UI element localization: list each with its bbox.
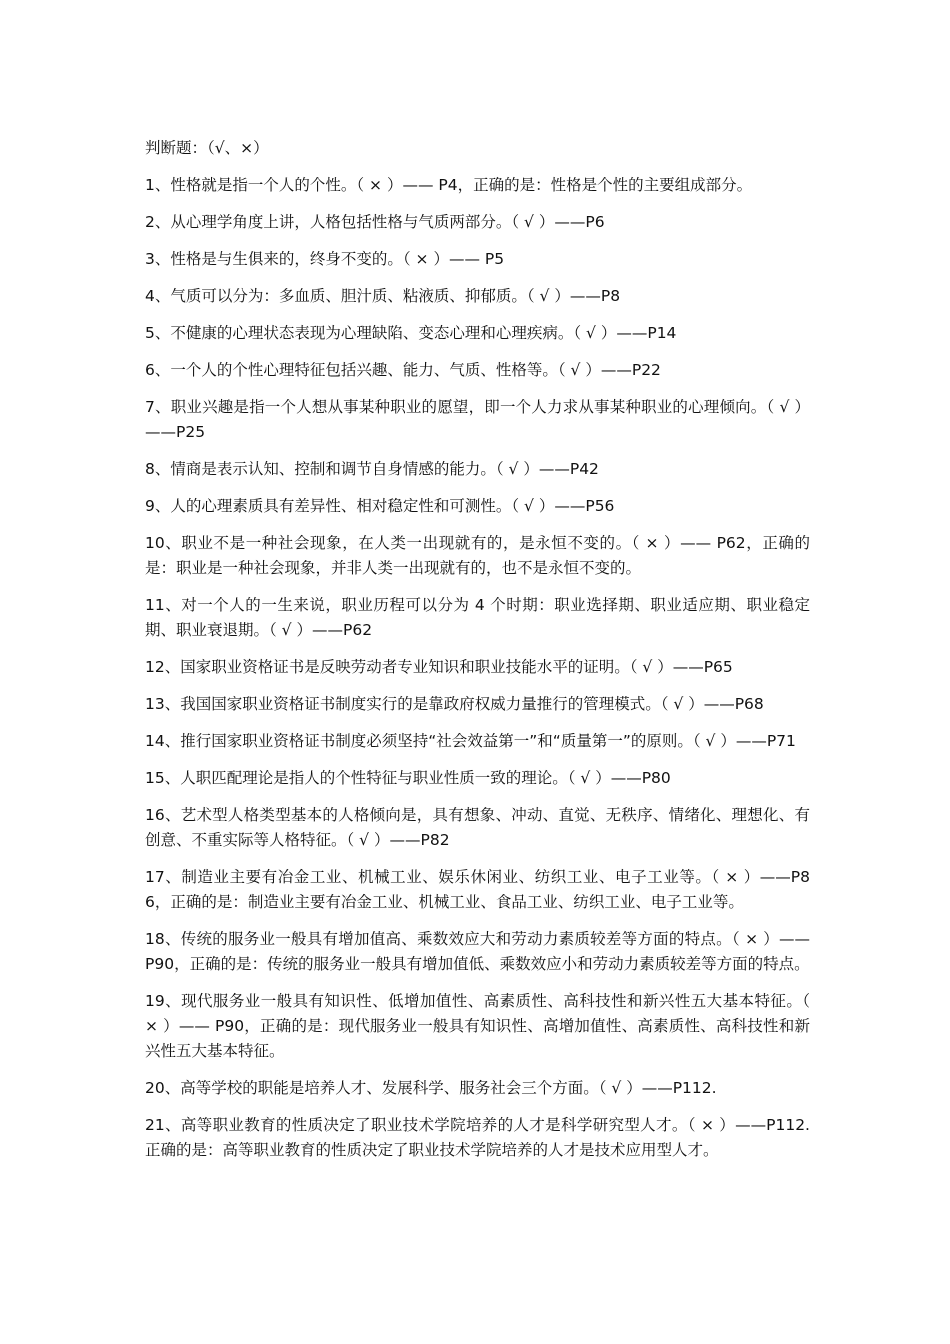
question-item-3: 3、性格是与生俱来的，终身不变的。（ × ）—— P5 [145, 250, 505, 268]
question-item-14: 14、推行国家职业资格证书制度必须坚持“社会效益第一”和“质量第一”的原则。（ √ ）——P71 [145, 732, 796, 750]
question-item-7: 7、职业兴趣是指一个人想从事某种职业的愿望，即一个人力求从事某种职业的心理倾向。（ √ ）——P25 [145, 398, 810, 441]
document-page [145, 136, 810, 1175]
question-item-1: 1、性格就是指一个人的个性。（ × ）—— P4，正确的是：性格是个性的主要组成部分。 [145, 176, 753, 194]
question-item-20: 20、高等学校的职能是培养人才、发展科学、服务社会三个方面。（ √ ）——P112. [145, 1079, 717, 1097]
question-item-4: 4、气质可以分为：多血质、胆汁质、粘液质、抑郁质。（ √ ）——P8 [145, 287, 621, 305]
question-item-15: 15、人职匹配理论是指人的个性特征与职业性质一致的理论。（ √ ）——P80 [145, 769, 671, 787]
question-item-9: 9、人的心理素质具有差异性、相对稳定性和可测性。（ √ ）——P56 [145, 497, 615, 515]
question-item-5: 5、不健康的心理状态表现为心理缺陷、变态心理和心理疾病。（ √ ）——P14 [145, 324, 677, 342]
question-item-19: 19、现代服务业一般具有知识性、低增加值性、高素质性、高科技性和新兴性五大基本特征。（ × ）—— P90，正确的是：现代服务业一般具有知识性、高增加值性、高素质性、高科技性和新兴性五大基本特征。 [145, 992, 810, 1060]
question-item-6: 6、一个人的个性心理特征包括兴趣、能力、气质、性格等。（ √ ）——P22 [145, 361, 661, 379]
question-item-16: 16、艺术型人格类型基本的人格倾向是，具有想象、冲动、直觉、无秩序、情绪化、理想化、有创意、不重实际等人格特征。（ √ ）——P82 [145, 806, 810, 849]
question-item-2: 2、从心理学角度上讲，人格包括性格与气质两部分。（ √ ）——P6 [145, 213, 605, 231]
question-item-11: 11、对一个人的一生来说，职业历程可以分为 4 个时期：职业选择期、职业适应期、职业稳定期、职业衰退期。（ √ ）——P62 [145, 596, 810, 639]
question-item-17: 17、制造业主要有冶金工业、机械工业、娱乐休闲业、纺织工业、电子工业等。（ × ）——P86，正确的是：制造业主要有冶金工业、机械工业、食品工业、纺织工业、电子工业等。 [145, 868, 810, 911]
section-heading: 判断题：（√、×） [145, 139, 269, 157]
question-item-10: 10、职业不是一种社会现象，在人类一出现就有的，是永恒不变的。（ × ）—— P62，正确的是：职业是一种社会现象，并非人类一出现就有的，也不是永恒不变的。 [145, 534, 810, 577]
question-item-21: 21、高等职业教育的性质决定了职业技术学院培养的人才是科学研究型人才。（ × ）——P112. 正确的是：高等职业教育的性质决定了职业技术学院培养的人才是技术应用型人才。 [145, 1116, 810, 1159]
question-item-8: 8、情商是表示认知、控制和调节自身情感的能力。（ √ ）——P42 [145, 460, 599, 478]
question-item-12: 12、国家职业资格证书是反映劳动者专业知识和职业技能水平的证明。（ √ ）——P65 [145, 658, 733, 676]
question-item-13: 13、我国国家职业资格证书制度实行的是靠政府权威力量推行的管理模式。（ √ ）——P68 [145, 695, 764, 713]
question-item-18: 18、传统的服务业一般具有增加值高、乘数效应大和劳动力素质较差等方面的特点。（ × ）—— P90，正确的是：传统的服务业一般具有增加值低、乘数效应小和劳动力素质较差等方面的特点。 [145, 930, 810, 973]
